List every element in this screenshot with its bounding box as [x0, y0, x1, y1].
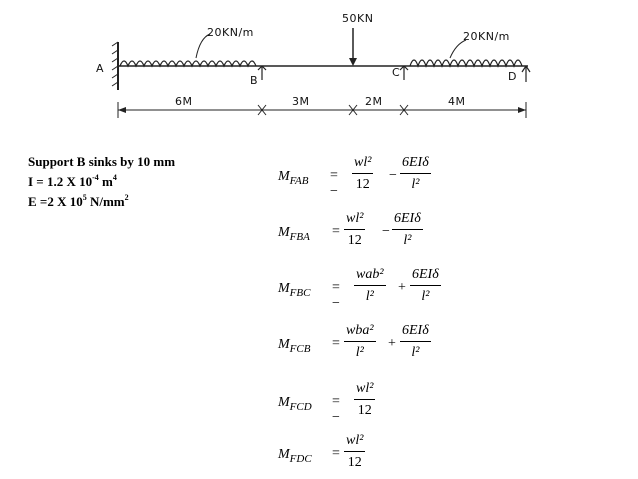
eq-lhs: $M_{FCB}$ — [278, 337, 311, 355]
eq-operator: + — [398, 280, 406, 295]
support-d — [522, 66, 530, 82]
eq-operator: − — [389, 168, 397, 183]
eq-sign: = — [332, 224, 340, 239]
node-d-label: D — [508, 70, 517, 83]
node-b-label: B — [250, 74, 259, 87]
eq-sign: = − — [330, 168, 338, 199]
eq-lhs: $M_{FDC}$ — [278, 447, 312, 465]
udl-right-coil — [410, 60, 522, 66]
eq-sign: = − — [332, 280, 340, 311]
node-a-label: A — [96, 62, 105, 75]
dim-2-label: 3M — [292, 95, 310, 108]
given-data — [28, 152, 175, 212]
eq-lhs: $M_{FBA}$ — [278, 225, 310, 243]
eq-lhs: $M_{FBC}$ — [278, 281, 311, 299]
node-c-label: C — [392, 66, 401, 79]
eq-term-2: 6EIδ l² — [392, 208, 423, 251]
eq-term-1: $\frac{\text{wl²}}{12}$ — [354, 378, 375, 421]
given-line-e: E =2 X $10^5$ $N/mm^2$ — [28, 193, 129, 209]
dim-3-label: 2M — [365, 95, 383, 108]
given-line-sink: Support B sinks by 10 mm — [28, 154, 176, 169]
eq-sign: = − — [332, 394, 340, 425]
eq-lhs: $M_{FCD}$ — [278, 395, 312, 413]
load-mid-label: 50KN — [342, 12, 374, 25]
eq-term-1: $\frac{\text{wl²}}{12}$ — [352, 152, 373, 195]
eq-term-1: wab² l² — [354, 264, 386, 307]
eq-lhs: $M_{FAB}$ — [278, 169, 309, 187]
beam-diagram — [0, 0, 638, 140]
support-c — [400, 66, 408, 80]
support-b — [258, 66, 266, 80]
eq-term-1: $\frac{\text{wl²}}{12}$ — [344, 208, 365, 251]
eq-term-1: wba² l² — [344, 320, 376, 363]
given-line-i: I = 1.2 X $10^{-4}$ $m^4$ — [28, 173, 117, 189]
eq-operator: + — [388, 336, 396, 351]
dim-4-label: 4M — [448, 95, 466, 108]
eq-term-2: 6EIδ l² — [400, 320, 431, 363]
eq-term-1: $\frac{\text{wl²}}{12}$ — [344, 430, 365, 473]
load-left-label: 20KN/m — [207, 26, 254, 39]
dim-arrow-left — [118, 107, 126, 113]
eq-sign: = — [332, 336, 340, 351]
eq-operator: − — [382, 224, 390, 239]
dim-1-label: 6M — [175, 95, 193, 108]
dim-arrow-right — [518, 107, 526, 113]
load-right-label: 20KN/m — [463, 30, 510, 43]
point-load-arrowhead — [349, 58, 357, 66]
eq-sign: = — [332, 446, 340, 461]
eq-term-2: 6EIδ l² — [410, 264, 441, 307]
eq-term-2: 6EIδ l² — [400, 152, 431, 195]
